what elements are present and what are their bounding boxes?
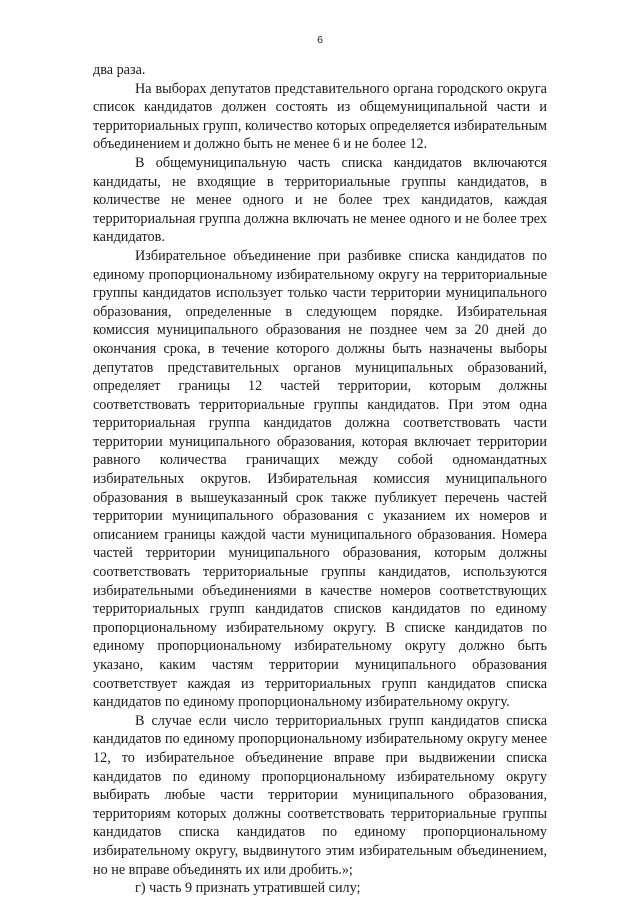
paragraph-fewer-groups: В случае если число территориальных групп кандидатов списка кандидатов по единому пропорциональному избирательному округу менее 12, то избирательное объединение вправе при выдвижении списка кандидатов по единому пропорциональному избирательному округу выбирать любые части территории муниципального образования, территориям которых должны соответствовать территориальные группы кандидатов списка кандидатов по единому пропорциональному избирательному округу, выдвинутого этим избирательным объединением, но не вправе объединять их или дробить.»; xyxy=(93,712,547,878)
paragraph-general-part: В общемуниципальную часть списка кандидатов включаются кандидаты, не входящие в территориальные группы кандидатов, в количестве не менее одного и не более трех кандидатов, каждая территориальная группа должна включать не менее одного и не более трех кандидатов. xyxy=(93,154,547,246)
paragraph-continuation: два раза. xyxy=(93,62,146,78)
paragraph-territory-division: Избирательное объединение при разбивке списка кандидатов по единому пропорциональному избирательному округу на территориальные группы кандидатов использует только части территории муниципального образования, определенные в следующем порядке. Избирательная комиссия муниципального образования не позднее чем за 20 дней до окончания срока, в течение которого должны быть назначены выборы депутатов представительных органов муниципальных образований, определяет границы 12 частей территории, которым должны соответствовать территориальные группы кандидатов. При этом одна территориальная группа кандидатов должна соответствовать части территории муниципального образования, которая включает территории равного количества граничащих между собой одномандатных избирательных округов. Избирательная комиссия муниципального образования в вышеуказанный срок также публикует перечень частей территории муниципального образования с указанием их номеров и описанием границы каждой части муниципального образования. Номера частей территории муниципального образования, которым должны соответствовать территориальные группы кандидатов, используются избирательными объединениями в качестве номеров соответствующих территориальных групп кандидатов списков кандидатов по единому пропорциональному избирательному округу. В списке кандидатов по единому пропорциональному избирательному округу должно быть указано, каким частям территории муниципального образования соответствует каждая из территориальных групп кандидатов списка кандидатов по единому пропорциональному избирательному округу. xyxy=(93,247,547,711)
paragraph-part-9-void: г) часть 9 признать утратившей силу; xyxy=(135,880,361,897)
document-body xyxy=(93,61,547,898)
paragraph-candidate-list-composition: На выборах депутатов представительного органа городского округа список кандидатов должен состоять из общемуниципальной части и территориальных групп, количество которых определяется избирательным объединением и должно быть не менее 6 и не более 12. xyxy=(93,80,547,153)
page-number: 6 xyxy=(317,34,323,46)
